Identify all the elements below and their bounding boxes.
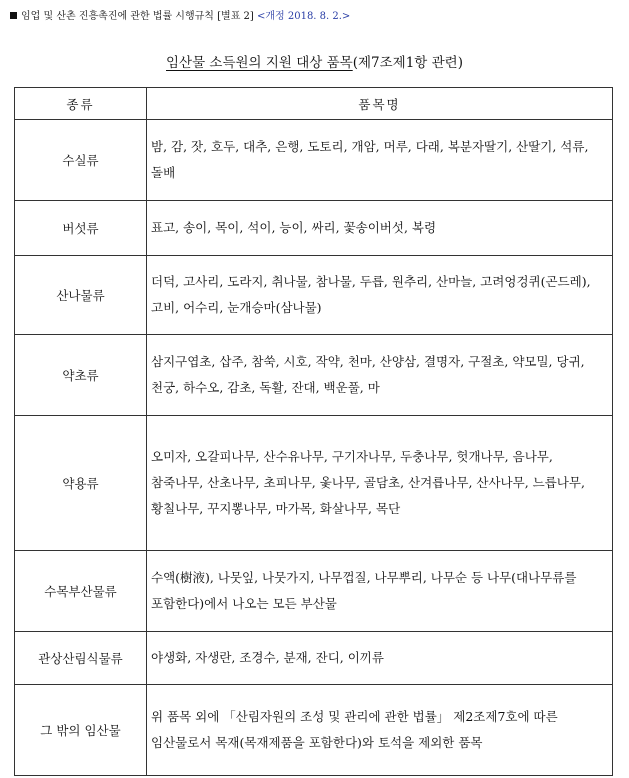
law-reference-header	[10, 8, 620, 26]
items-cell: 삼지구엽초, 삽주, 참쑥, 시호, 작약, 천마, 산양삼, 결명자, 구절초, 약모밀, 당귀, 천궁, 하수오, 감초, 독활, 잔대, 백운풀, 마	[147, 335, 613, 416]
table-row	[15, 201, 613, 256]
category-cell: 그 밖의 임산물	[15, 685, 147, 776]
column-header-items: 품목명	[147, 88, 613, 120]
items-cell: 더덕, 고사리, 도라지, 취나물, 참나물, 두릅, 원추리, 산마늘, 고려엉겅퀴(곤드레), 고비, 어수리, 눈개승마(삼나물)	[147, 256, 613, 335]
items-cell: 오미자, 오갈피나무, 산수유나무, 구기자나무, 두충나무, 헛개나무, 음나무, 참죽나무, 산초나무, 초피나무, 옻나무, 골담초, 산겨릅나무, 산사나무, 느릅나무, 황칠나무, 꾸지뽕나무, 마가목, 화살나무, 목단	[147, 416, 613, 551]
black-square-icon	[10, 12, 17, 19]
items-cell: 위 품목 외에 「산림자원의 조성 및 관리에 관한 법률」 제2조제7호에 따른 임산물로서 목재(목재제품을 포함한다)와 토석을 제외한 품목	[147, 685, 613, 776]
category-cell: 산나물류	[15, 256, 147, 335]
document-title-main: 임산물 소득원의 지원 대상 품목	[166, 55, 353, 71]
table-row	[15, 120, 613, 201]
document-title	[0, 53, 629, 73]
table-row	[15, 685, 613, 776]
items-cell: 표고, 송이, 목이, 석이, 능이, 싸리, 꽃송이버섯, 복령	[147, 201, 613, 256]
items-cell: 야생화, 자생란, 조경수, 분재, 잔디, 이끼류	[147, 632, 613, 685]
items-cell: 수액(樹液), 나뭇잎, 나뭇가지, 나무껍질, 나무뿌리, 나무순 등 나무(대나무류를 포함한다)에서 나오는 모든 부산물	[147, 551, 613, 632]
table-row	[15, 632, 613, 685]
items-cell: 밤, 감, 잣, 호두, 대추, 은행, 도토리, 개암, 머루, 다래, 복분자딸기, 산딸기, 석류, 돌배	[147, 120, 613, 201]
document-title-suffix: (제7조제1항 관련)	[352, 55, 463, 71]
category-cell: 수실류	[15, 120, 147, 201]
table-header-row	[15, 88, 613, 120]
table-row	[15, 335, 613, 416]
category-cell: 버섯류	[15, 201, 147, 256]
column-header-category: 종류	[15, 88, 147, 120]
category-cell: 약용류	[15, 416, 147, 551]
category-cell: 약초류	[15, 335, 147, 416]
revision-date: <개정 2018. 8. 2.>	[256, 11, 351, 22]
items-table	[14, 87, 613, 776]
category-cell: 관상산림식물류	[15, 632, 147, 685]
table-row	[15, 256, 613, 335]
law-reference-text: 임업 및 산촌 진흥촉진에 관한 법률 시행규칙 [별표 2]	[21, 11, 254, 22]
table-row	[15, 551, 613, 632]
table-row	[15, 416, 613, 551]
category-cell: 수목부산물류	[15, 551, 147, 632]
